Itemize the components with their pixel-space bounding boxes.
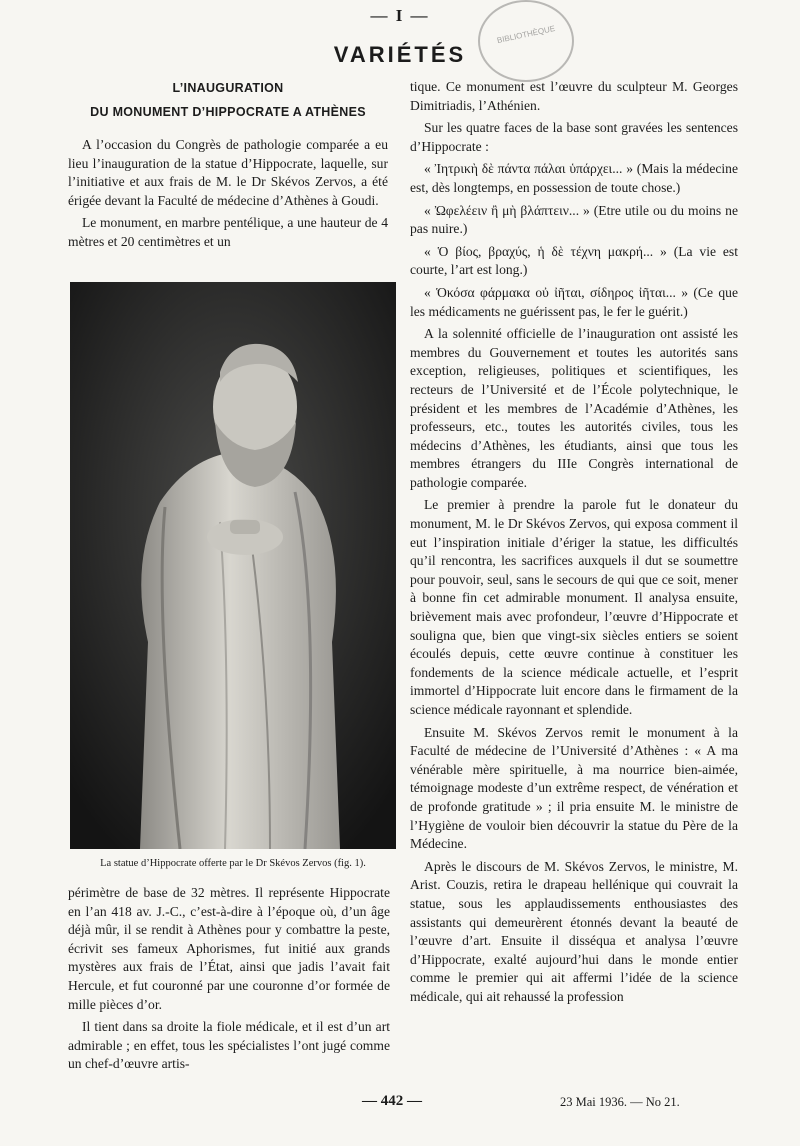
- roman-page-number: — I —: [370, 6, 430, 25]
- left-bottom-column: [68, 884, 390, 1078]
- greek-sentence: « Ὁκόσα φάρμακα οὐ ἰῆται, σίδηρος ἰῆται... » (Ce que les médicaments ne guérissent pas, le fer le guérit.): [410, 284, 738, 319]
- greek-sentence: « Ἰητρικὴ δὲ πάντα πάλαι ὑπάρχει... » (Mais la médecine est, dès longtemps, en possession de toute chose.): [410, 161, 738, 195]
- hippocrates-statue-photo: [70, 282, 396, 849]
- paragraph: A l’occasion du Congrès de pathologie comparée a eu lieu l’inauguration de la statue d’Hippocrate, laquelle, sur l’initiative et aux frais de M. le Dr Skévos Zervos, a été érigée devant la Faculté de médecine d’Athènes à Goudi.: [68, 137, 388, 208]
- paragraph: périmètre de base de 32 mètres. Il représente Hippocrate en l’an 418 av. J.-C., c’est-à-dire à l’époque où, d’un âge déjà mûr, il se rendit à Athènes pour y combattre la peste, écrivit ses fameux Aphorismes, fut initié aux grands mystères aux frais de l’État, ainsi que jadis l’avait fait Hercule, et fut couronné par une couronne d’or formée de mille pièces d’or.: [68, 885, 390, 1012]
- left-column: [68, 76, 388, 256]
- greek-sentence: « Ὠφελέειν ἢ μὴ βλάπτειν... » (Etre utile ou du moins ne pas nuire.): [410, 202, 738, 237]
- section-title: VARIÉTÉS: [333, 42, 467, 67]
- right-column: [410, 78, 738, 1011]
- paragraph: Le premier à prendre la parole fut le donateur du monument, M. le Dr Skévos Zervos, qui exposa comment il eut l’inspiration initiale d’ériger la statue, les difficultés qu’il rencontra, les sacrifices auxquels il dut se soumettre pour pouvoir, seul, sans le secours de qui que ce soit, mener à bonne fin cet admirable monument. Il analysa ensuite, brièvement mais avec profondeur, l’œuvre d’Hippocrate et souligna que, bien que vingt-six siècles entiers se soient écoulés depuis, cette œuvre continue à constituer les fondements de la science médicale actuelle, et l’esprit immortel d’Hippocrate luit encore dans le firmament de la science médicale rayonnant et splendide.: [410, 497, 738, 717]
- paragraph: Ensuite M. Skévos Zervos remit le monument à la Faculté de médecine de l’Université d’Athènes : « A ma vénérable mère spirituelle, à ma nourrice bien-aimée, témoignage modeste d’un extrême respect, de vénération et de profonde gratitude » ; il pria ensuite M. le ministre de l’Hygiène de vouloir bien découvrir la statue du Père de la Médecine.: [410, 724, 738, 852]
- paragraph: A la solennité officielle de l’inauguration ont assisté les membres du Gouvernement et toutes les autorités sans exception, religieuses, politiques et scientifiques, les recteurs de l’Université et de l’École polytechnique, le président et les membres de l’Académie d’Athènes, les professeurs, etc., toutes les autorités civiles, tous les médecins d’Athènes, les étudiants, ainsi que tous les membres étrangers du IIIe Congrès international de pathologie comparée.: [410, 326, 738, 490]
- page-footer: [0, 1093, 800, 1117]
- article-title: L’INAUGURATION DU MONUMENT D’HIPPOCRATE A ATHÈNES: [90, 81, 366, 119]
- paragraph: Sur les quatre faces de la base sont gravées les sentences d’Hippocrate :: [410, 120, 738, 154]
- greek-sentence: « Ὁ βίος, βραχύς, ἡ δὲ τέχνη μακρή... » (La vie est courte, l’art est long.): [410, 243, 738, 278]
- paragraph: Le monument, en marbre pentélique, a une hauteur de 4 mètres et 20 centimètres et un: [68, 215, 388, 249]
- paragraph: Il tient dans sa droite la fiole médicale, et il est d’un art admirable ; en effet, tous les spécialistes l’ont jugé comme un chef-d’œuvre artis-: [68, 1019, 390, 1072]
- statue-illustration: [70, 282, 396, 849]
- paragraph: tique. Ce monument est l’œuvre du sculpteur M. Georges Dimitriadis, l’Athénien.: [410, 79, 738, 113]
- issue-date: 23 Mai 1936. — No 21.: [560, 1095, 680, 1109]
- page-number: — 442 —: [362, 1093, 422, 1109]
- figure-caption: La statue d’Hippocrate offerte par le Dr Skévos Zervos (fig. 1).: [100, 858, 366, 869]
- paragraph: Après le discours de M. Skévos Zervos, le ministre, M. Arist. Couzis, retira le drapeau hellénique qui couvrait la statue, sous les applaudissements enthousiastes des assistants qui demeurèrent étonnés devant la beauté de l’œuvre d’art. Ensuite il disséqua et analysa l’œuvre d’Hippocrate, exalté aujourd’hui dans le monde entier comme le premier qui ait affermi l’idée de la science médicale, qui ait rehaussé la profession: [410, 858, 738, 1004]
- library-stamp: BIBLIOTHÈQUE: [478, 0, 574, 82]
